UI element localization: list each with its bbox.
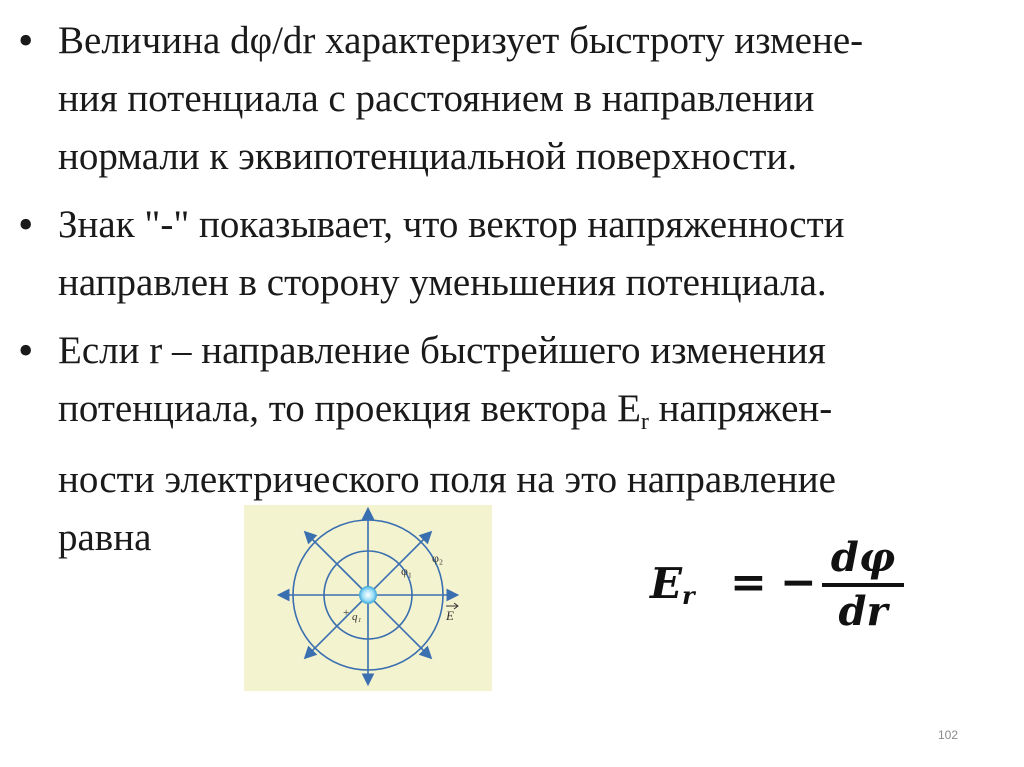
formula-denominator: dr — [838, 588, 888, 635]
text-line: потенциала, то проекция вектора E — [58, 387, 641, 430]
text-line: Знак "-" показывает, что вектор напряженности — [58, 203, 845, 246]
point-charge — [359, 586, 377, 604]
field-line-down-right — [368, 595, 430, 657]
formula — [650, 535, 910, 645]
bullet-text — [58, 12, 1008, 186]
bullet-dot: • — [18, 326, 34, 375]
bullet-item-1 — [18, 12, 1008, 186]
text-line: Величина dφ/dr характеризует быстроту измене- — [58, 19, 864, 62]
subscript: r — [640, 409, 649, 435]
field-line-up-left — [306, 533, 368, 595]
label-phi2: φ₂ — [432, 551, 444, 565]
formula-fraction — [822, 535, 904, 635]
bullet-list — [18, 12, 1008, 577]
formula-subscript: r — [682, 581, 695, 610]
bullet-dot: • — [18, 200, 34, 249]
page-number: 102 — [937, 728, 958, 742]
bullet-text — [58, 322, 1008, 567]
text-line: напряжен- — [648, 387, 833, 430]
formula-lhs — [650, 559, 695, 610]
text-line: ния потенциала с расстоянием в направлении — [58, 77, 815, 120]
formula-numerator: dφ — [830, 534, 896, 581]
field-line-down-left — [306, 595, 368, 657]
text-line: направлен в сторону уменьшения потенциала. — [58, 261, 827, 304]
field-lines-figure — [244, 505, 492, 691]
text-line: нормали к эквипотенциальной поверхности. — [58, 135, 798, 178]
label-plus: + — [343, 607, 350, 619]
text-line: ности электрического поля на это направление — [58, 458, 836, 501]
label-q: q₁ — [352, 611, 362, 623]
formula-equals: = — [730, 557, 767, 608]
fraction-bar — [822, 583, 904, 587]
text-line: Если r – направление быстрейшего изменения — [58, 329, 826, 372]
bullet-dot: • — [18, 16, 34, 65]
field-line-up-right — [368, 533, 430, 595]
label-phi1: φ₁ — [401, 564, 413, 578]
formula-E: E — [650, 559, 683, 608]
bullet-item-2 — [18, 196, 1008, 312]
bullet-text — [58, 196, 1008, 312]
field-lines-diagram — [244, 505, 492, 691]
label-E: E — [446, 608, 454, 623]
bullet-item-3 — [18, 322, 1008, 567]
formula-minus: − — [780, 557, 817, 608]
text-line: равна — [58, 516, 152, 559]
